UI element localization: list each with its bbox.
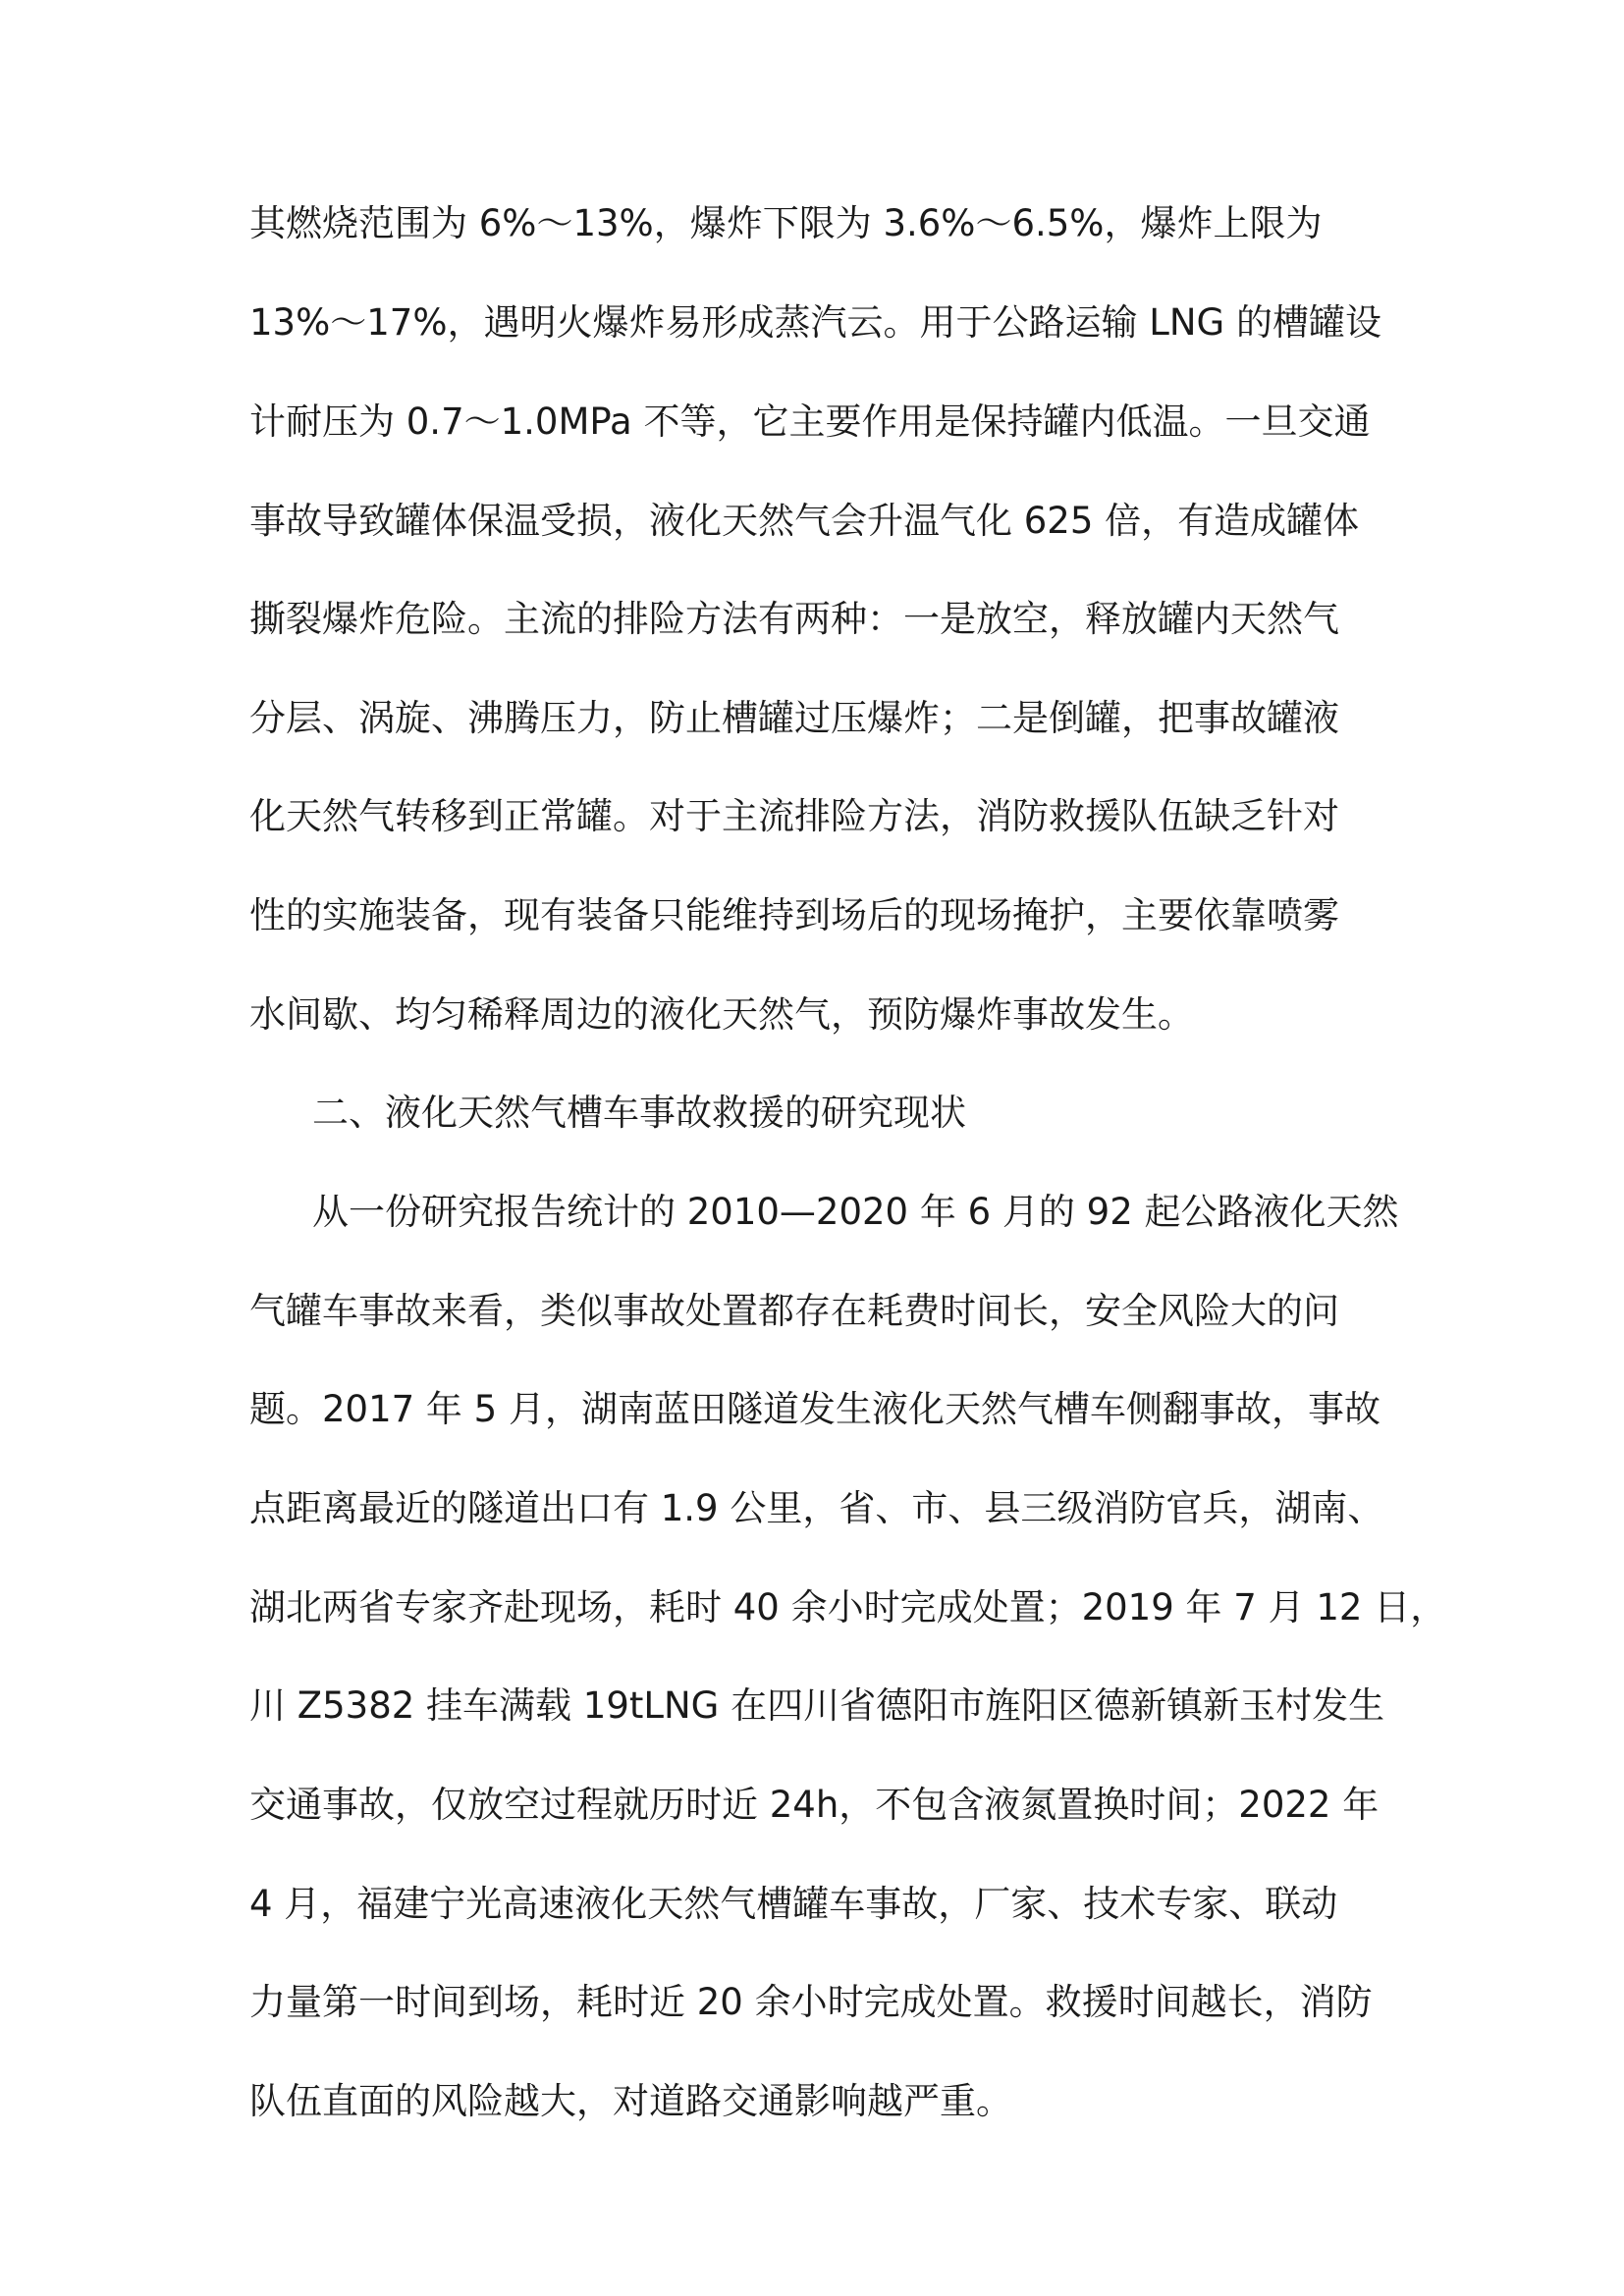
paragraph-line: 分层、涡旋、沸腾压力，防止槽罐过压爆炸；二是倒罐，把事故罐液 bbox=[249, 697, 1339, 739]
section-heading: 二、液化天然气槽车事故救援的研究现状 bbox=[312, 1092, 966, 1134]
paragraph-line: 力量第一时间到场，耗时近 20 余小时完成处置。救援时间越长，消防 bbox=[249, 1981, 1373, 2023]
paragraph-line: 题。2017 年 5 月，湖南蓝田隧道发生液化天然气槽车侧翻事故，事故 bbox=[249, 1388, 1380, 1430]
paragraph-line: 川 Z5382 挂车满载 19tLNG 在四川省德阳市旌阳区德新镇新玉村发生 bbox=[249, 1684, 1385, 1727]
paragraph-line: 气罐车事故来看，类似事故处置都存在耗费时间长，安全风险大的问 bbox=[249, 1290, 1339, 1332]
paragraph-line: 水间歇、均匀稀释周边的液化天然气，预防爆炸事故发生。 bbox=[249, 993, 1194, 1036]
paragraph-line: 其燃烧范围为 6%～13%，爆炸下限为 3.6%～6.5%，爆炸上限为 bbox=[249, 202, 1323, 244]
paragraph-line: 湖北两省专家齐赴现场，耗时 40 余小时完成处置；2019 年 7 月 12 日， bbox=[249, 1586, 1447, 1629]
paragraph-line: 13%～17%，遇明火爆炸易形成蒸汽云。用于公路运输 LNG 的槽罐设 bbox=[249, 301, 1381, 344]
paragraph-line: 化天然气转移到正常罐。对于主流排险方法，消防救援队伍缺乏针对 bbox=[249, 795, 1339, 837]
paragraph-line: 4 月，福建宁光高速液化天然气槽罐车事故，厂家、技术专家、联动 bbox=[249, 1883, 1338, 1925]
paragraph-line: 性的实施装备，现有装备只能维持到场后的现场掩护，主要依靠喷雾 bbox=[249, 894, 1339, 936]
paragraph-line: 事故导致罐体保温受损，液化天然气会升温气化 625 倍，有造成罐体 bbox=[249, 500, 1360, 542]
paragraph-line: 计耐压为 0.7～1.0MPa 不等，它主要作用是保持罐内低温。一旦交通 bbox=[249, 400, 1371, 443]
paragraph-line: 交通事故，仅放空过程就历时近 24h，不包含液氮置换时间；2022 年 bbox=[249, 1784, 1380, 1826]
paragraph-line: 从一份研究报告统计的 2010—2020 年 6 月的 92 起公路液化天然 bbox=[312, 1191, 1399, 1233]
paragraph-line: 队伍直面的风险越大，对道路交通影响越严重。 bbox=[249, 2080, 1012, 2122]
paragraph-line: 点距离最近的隧道出口有 1.9 公里，省、市、县三级消防官兵，湖南、 bbox=[249, 1487, 1384, 1529]
paragraph-line: 撕裂爆炸危险。主流的排险方法有两种：一是放空，释放罐内天然气 bbox=[249, 598, 1339, 640]
